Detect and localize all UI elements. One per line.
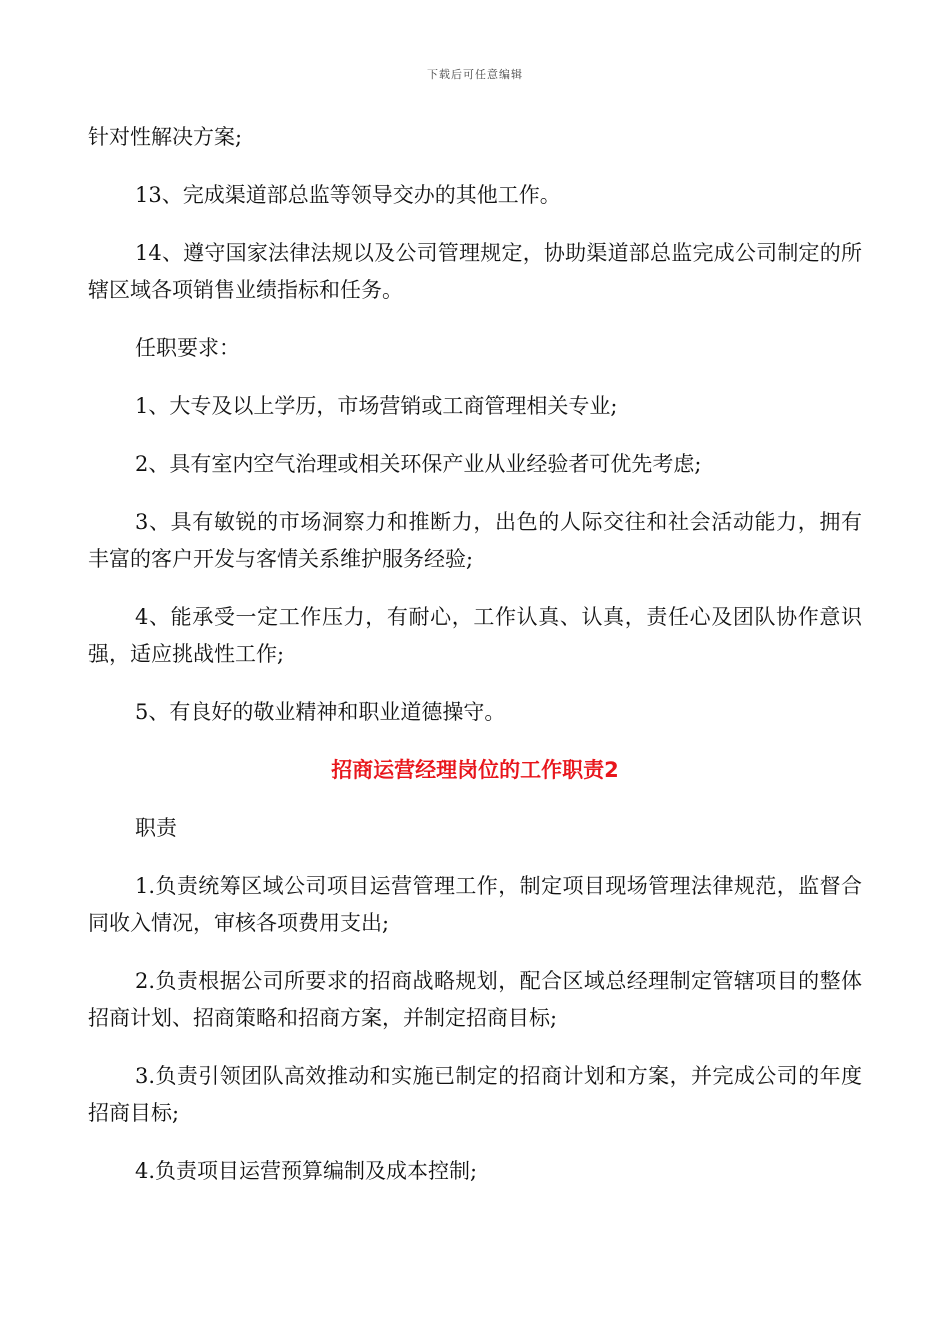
requirement-item-2: 2、具有室内空气治理或相关环保产业从业经验者可优先考虑; — [135, 452, 702, 476]
duty-item-1: 1.负责统筹区域公司项目运营管理工作，制定项目现场管理法律规范，监督合同收入情况，审核各项费用支出; — [88, 874, 862, 935]
requirement-item-5: 5、有良好的敬业精神和职业道德操守。 — [135, 700, 506, 724]
section-heading: 招商运营经理岗位的工作职责2 — [331, 758, 619, 782]
duty-item-2: 2.负责根据公司所要求的招商战略规划，配合区域总经理制定管辖项目的整体招商计划、招商策略和招商方案，并制定招商目标; — [88, 969, 862, 1030]
requirement-item-3: 3、具有敏锐的市场洞察力和推断力，出色的人际交往和社会活动能力，拥有丰富的客户开发与客情关系维护服务经验; — [88, 510, 862, 571]
page-header-note: 下载后可任意编辑 — [427, 68, 523, 81]
requirement-item-4: 4、能承受一定工作压力，有耐心，工作认真、认真，责任心及团队协作意识强，适应挑战性工作; — [88, 605, 862, 666]
requirement-item-1: 1、大专及以上学历，市场营销或工商管理相关专业; — [135, 394, 618, 418]
requirements-title: 任职要求： — [135, 336, 240, 360]
paragraph-item-13: 13、完成渠道部总监等领导交办的其他工作。 — [135, 183, 561, 207]
duty-item-4: 4.负责项目运营预算编制及成本控制; — [135, 1159, 478, 1183]
paragraph-item-14: 14、遵守国家法律法规以及公司管理规定，协助渠道部总监完成公司制定的所辖区域各项销售业绩指标和任务。 — [88, 241, 862, 302]
duty-item-3: 3.负责引领团队高效推动和实施已制定的招商计划和方案，并完成公司的年度招商目标; — [88, 1064, 862, 1125]
paragraph-continued: 针对性解决方案; — [88, 125, 243, 149]
duties-title: 职责 — [135, 816, 177, 840]
document-body — [88, 119, 862, 1211]
